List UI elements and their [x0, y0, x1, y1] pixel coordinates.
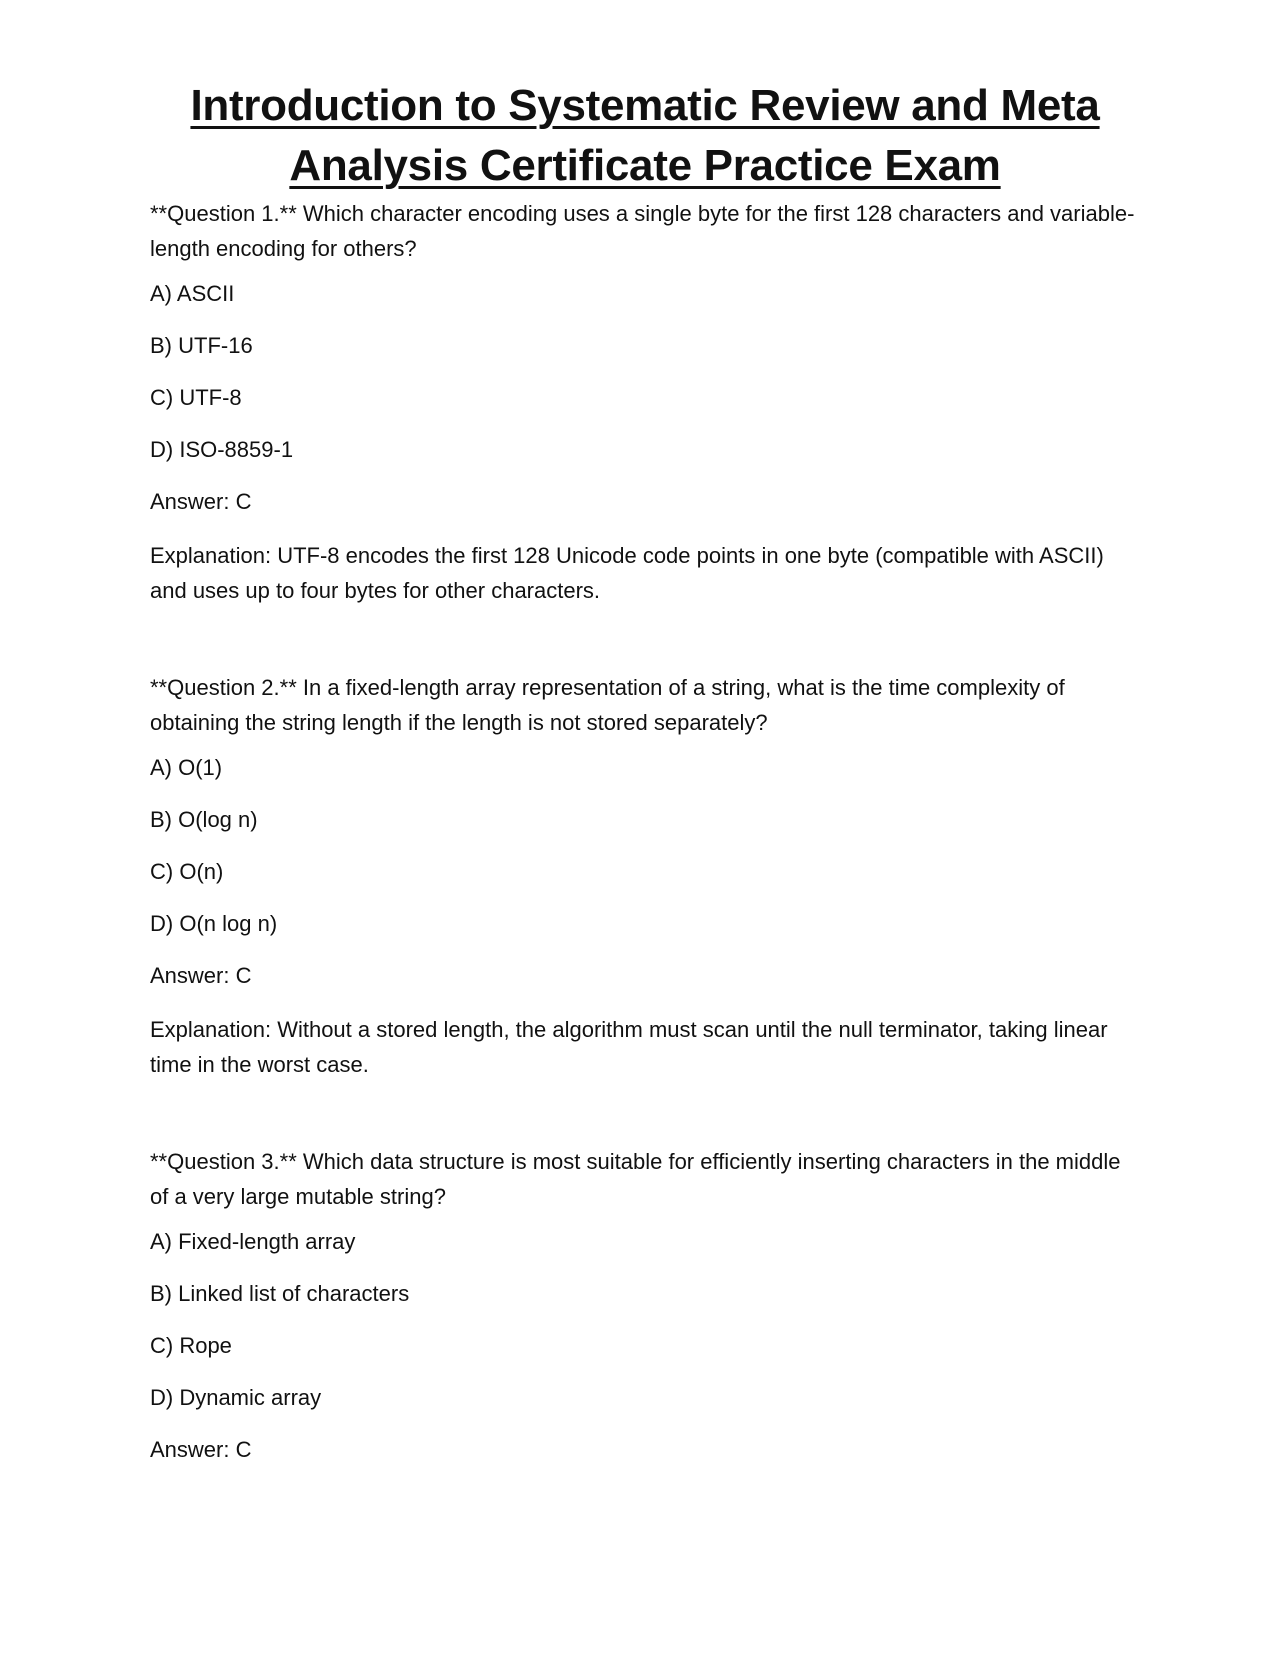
option-a: A) ASCII — [150, 281, 235, 306]
option-a: A) O(1) — [150, 755, 223, 780]
answer: Answer: C — [150, 963, 252, 988]
option-b: B) UTF-16 — [150, 333, 253, 358]
question-3 — [150, 1144, 1140, 1464]
title-line-1: Introduction to Systematic Review and Meta — [190, 81, 1100, 130]
answer: Answer: C — [150, 1437, 252, 1462]
question-text: **Question 1.** Which character encoding uses a single byte for the first 128 characters and variable-length encoding for others? — [150, 201, 1135, 261]
option-b: B) O(log n) — [150, 807, 258, 832]
explanation: Explanation: UTF-8 encodes the first 128 Unicode code points in one byte (compatible with ASCII) and uses up to four bytes for other characters. — [150, 543, 1104, 603]
option-c: C) Rope — [150, 1333, 232, 1358]
question-1 — [150, 196, 1140, 608]
title-line-2: Analysis Certificate Practice Exam — [289, 141, 1001, 190]
spacer — [150, 608, 1140, 670]
question-text: **Question 2.** In a fixed-length array representation of a string, what is the time complexity of obtaining the string length if the length is not stored separately? — [150, 675, 1065, 735]
option-d: D) Dynamic array — [150, 1385, 322, 1410]
question-text: **Question 3.** Which data structure is most suitable for efficiently inserting characters in the middle of a very large mutable string? — [150, 1149, 1121, 1209]
explanation: Explanation: Without a stored length, the algorithm must scan until the null terminator, taking linear time in the worst case. — [150, 1017, 1108, 1077]
question-2 — [150, 670, 1140, 1082]
option-c: C) O(n) — [150, 859, 224, 884]
option-c: C) UTF-8 — [150, 385, 242, 410]
option-a: A) Fixed-length array — [150, 1229, 356, 1254]
spacer — [150, 1082, 1140, 1144]
option-d: D) ISO-8859-1 — [150, 437, 294, 462]
option-b: B) Linked list of characters — [150, 1281, 410, 1306]
option-d: D) O(n log n) — [150, 911, 278, 936]
page-title — [150, 76, 1140, 196]
answer: Answer: C — [150, 489, 252, 514]
